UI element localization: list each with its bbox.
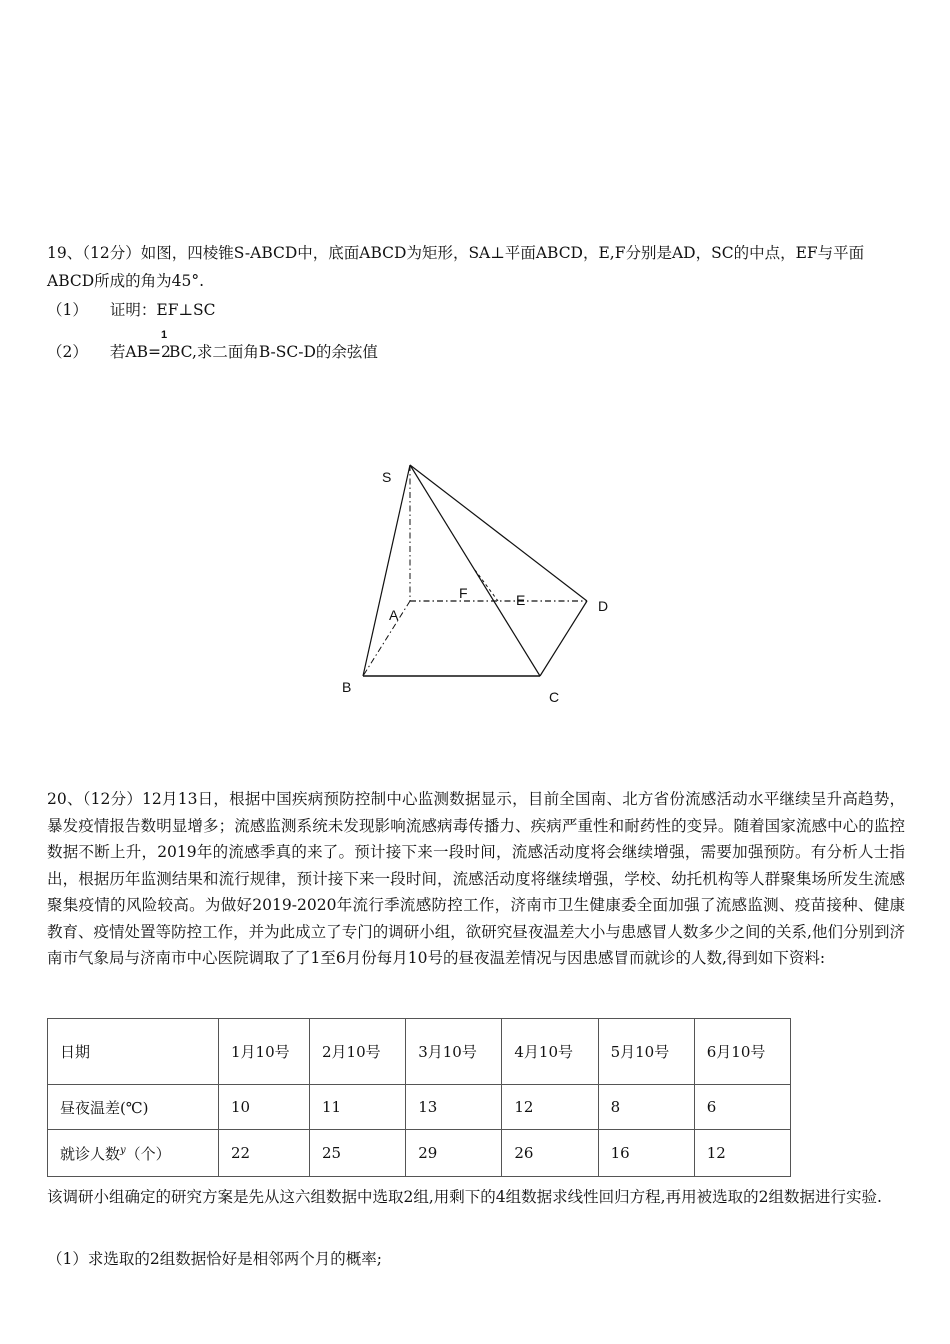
- table-row-patients: [48, 1130, 791, 1177]
- q20-part1: （1）求选取的2组数据恰好是相邻两个月的概率;: [47, 1250, 382, 1268]
- fraction-one-half: [160, 329, 171, 361]
- table-cell: 22: [219, 1130, 310, 1177]
- table-cell: 1月10号: [219, 1019, 310, 1085]
- pyramid-figure: [330, 455, 630, 705]
- table-cell: [48, 1130, 219, 1177]
- table-cell: 4月10号: [502, 1019, 598, 1085]
- table-cell: 25: [310, 1130, 406, 1177]
- pyramid-diagram: [330, 455, 630, 705]
- label-E: E: [516, 592, 526, 608]
- patients-unit: （个）: [125, 1144, 171, 1163]
- table-cell: 8: [598, 1085, 694, 1130]
- label-A: A: [389, 607, 399, 623]
- patients-label: 就诊人数: [60, 1144, 121, 1163]
- edge-SD: [410, 465, 587, 601]
- table-cell: 16: [598, 1130, 694, 1177]
- q19-part2-post: BC,求二面角B-SC-D的余弦值: [168, 343, 378, 361]
- table-cell: 12: [694, 1130, 790, 1177]
- table-cell: 5月10号: [598, 1019, 694, 1085]
- q19-line2: ABCD所成的角为45°.: [47, 272, 205, 290]
- q20-method: 该调研小组确定的研究方案是先从这六组数据中选取2组,用剩下的4组数据求线性回归方程,再用被选取的2组数据进行实验.: [47, 1188, 882, 1206]
- q19-part1: [47, 298, 216, 320]
- table-cell: 昼夜温差(℃): [48, 1085, 219, 1130]
- q19-part2-pre: 若AB=: [109, 343, 161, 361]
- q19-part1-number: （1）: [47, 301, 88, 319]
- table-cell: 10: [219, 1085, 310, 1130]
- label-S: S: [382, 469, 392, 485]
- table-cell: 日期: [48, 1019, 219, 1085]
- edge-AB-hidden: [363, 601, 410, 676]
- table-cell: 13: [406, 1085, 502, 1130]
- data-table: [47, 1018, 791, 1177]
- table-cell: 12: [502, 1085, 598, 1130]
- table-row-temperature: [48, 1085, 791, 1130]
- q20-intro: 20、（12分）12月13日，根据中国疾病预防控制中心监测数据显示，目前全国南、北方省份流感活动水平继续呈升高趋势，暴发疫情报告数明显增多；流感监测系统未发现影响流感病毒传播力、疾病严重性和耐药性的变异。随着国家流感中心的监控数据不断上升，2019年的流感季真的来了。预计接下来一段时间，流感活动度将会继续增强，需要加强预防。有分析人士指出，根据历年监测结果和流行规律，预计接下来一段时间，流感活动度将继续增强，学校、幼托机构等人群聚集场所发生流感聚集疫情的风险较高。为做好2019-2020年流行季流感防控工作，济南市卫生健康委全面加强了流感监测、疫苗接种、健康教育、疫情处置等防控工作，并为此成立了专门的调研小组，欲研究昼夜温差大小与患感冒人数多少之间的关系,他们分别到济南市气象局与济南市中心医院调取了了1至6月份每月10号的昼夜温差情况与因患感冒而就诊的人数,得到如下资料:: [47, 790, 905, 967]
- q19-part2-number: （2）: [47, 343, 88, 361]
- edge-SB: [363, 465, 410, 676]
- label-F: F: [459, 585, 468, 601]
- segment-FE-hidden: [475, 570, 498, 601]
- fraction-denominator: 2: [160, 343, 171, 361]
- table-cell: 11: [310, 1085, 406, 1130]
- q19-line1: 19、（12分）如图，四棱锥S-ABCD中，底面ABCD为矩形，SA⊥平面ABCD，E,F分别是AD，SC的中点，EF与平面: [47, 244, 865, 262]
- label-B: B: [342, 679, 352, 695]
- table-cell: 6: [694, 1085, 790, 1130]
- table-cell: 6月10号: [694, 1019, 790, 1085]
- q19-part2: [47, 329, 378, 362]
- q19-part1-text: 证明：EF⊥SC: [109, 301, 216, 319]
- edge-CD: [540, 601, 587, 676]
- table-row-header: [48, 1019, 791, 1085]
- label-D: D: [598, 598, 609, 614]
- table-cell: 2月10号: [310, 1019, 406, 1085]
- table-cell: 26: [502, 1130, 598, 1177]
- table-cell: 29: [406, 1130, 502, 1177]
- label-C: C: [549, 689, 560, 705]
- fraction-numerator: 1: [160, 329, 168, 341]
- variable-y: y: [120, 1144, 126, 1156]
- table-cell: 3月10号: [406, 1019, 502, 1085]
